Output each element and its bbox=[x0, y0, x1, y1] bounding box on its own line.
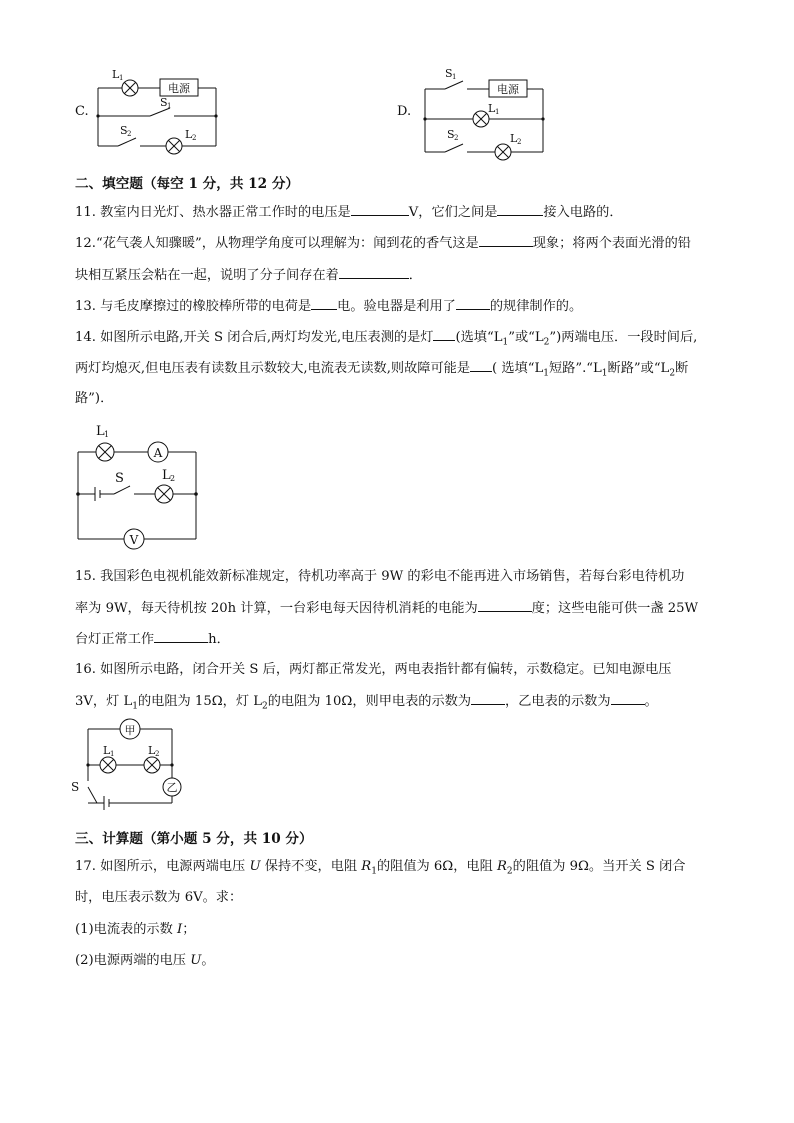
power-source-label: 电源 bbox=[497, 83, 519, 96]
svg-text:V: V bbox=[129, 533, 139, 547]
svg-text:1: 1 bbox=[495, 108, 500, 116]
section-title: 二、填空题（每空 1 分，共 12 分） bbox=[75, 176, 300, 192]
svg-text:2: 2 bbox=[454, 134, 459, 142]
svg-text:1: 1 bbox=[452, 73, 457, 81]
meter-jia-icon bbox=[120, 719, 140, 739]
question-15-line2: 率为 9W，每天待机按 20h 计算，一台彩电每天因待机消耗的电能为 度；这些电能可供一盏 25W bbox=[75, 601, 699, 616]
svg-text:L: L bbox=[148, 744, 156, 757]
lamp-icon bbox=[166, 138, 182, 154]
svg-text:2: 2 bbox=[155, 750, 160, 758]
svg-text:L: L bbox=[488, 102, 496, 115]
meter-yi-icon bbox=[163, 778, 181, 796]
svg-text:2: 2 bbox=[170, 474, 176, 483]
svg-text:S: S bbox=[160, 96, 168, 109]
power-source-label: 电源 bbox=[168, 82, 190, 95]
svg-text:L: L bbox=[96, 424, 105, 439]
question-11: 11. 教室内日光灯、热水器正常工作时的电压是 V，它们之间是 接入电路的． bbox=[75, 205, 623, 220]
lamp-icon bbox=[100, 757, 116, 773]
svg-text:L: L bbox=[162, 468, 171, 483]
section-title: 三、计算题（第小题 5 分，共 10 分） bbox=[75, 831, 313, 847]
question-12-line2: 块相互紧压会粘在一起，说明了分子间存在着 ． bbox=[75, 268, 422, 283]
question-16-line2: 3V，灯 $L_1$的电阻为 15Ω，灯 $L_2$的电阻为 10Ω，则甲电表的示数为 ，乙电表的示数为 。 bbox=[75, 694, 658, 712]
svg-text:1: 1 bbox=[167, 102, 172, 110]
lamp-icon bbox=[473, 111, 489, 127]
question-15-line3: 台灯正常工作 h． bbox=[75, 632, 230, 647]
voltmeter-icon bbox=[124, 529, 144, 549]
question-17-sub1: (1)电流表的示数 I； bbox=[75, 922, 196, 937]
question-15-line1: 15. 我国彩色电视机能效新标准规定，待机功率高于 9W 的彩电不能再进入市场销售，若每台彩电待机功 bbox=[75, 569, 685, 584]
question-17-line2: 时，电压表示数为 6V。求： bbox=[75, 890, 243, 905]
ammeter-icon bbox=[148, 442, 168, 462]
svg-text:A: A bbox=[153, 446, 163, 460]
svg-text:1: 1 bbox=[110, 750, 115, 758]
svg-text:甲: 甲 bbox=[124, 724, 136, 737]
svg-text:L: L bbox=[103, 744, 111, 757]
svg-text:S: S bbox=[120, 124, 128, 137]
lamp-icon bbox=[122, 80, 138, 96]
lamp-icon bbox=[144, 757, 160, 773]
option-d-circuit bbox=[415, 64, 555, 164]
svg-text:1: 1 bbox=[104, 430, 110, 439]
svg-text:1: 1 bbox=[119, 74, 124, 82]
question-13: 13. 与毛皮摩擦过的橡胶棒所带的电荷是 电。验电器是利用了 的规律制作的。 bbox=[75, 299, 583, 314]
option-c-circuit bbox=[90, 66, 230, 162]
svg-text:S: S bbox=[115, 471, 124, 486]
svg-text:S: S bbox=[71, 780, 80, 794]
lamp-icon bbox=[155, 485, 173, 503]
question-12-line1: 12.“花气袭人知骤暖”，从物理学角度可以理解为：闻到花的香气这是 现象；将两个表面光滑的铅 bbox=[75, 236, 691, 251]
q14-circuit bbox=[70, 418, 210, 554]
svg-text:2: 2 bbox=[517, 138, 522, 146]
question-14-line1: 14. 如图所示电路,开关 S 闭合后,两灯均发光,电压表测的是灯 (选填“$L_1$”或“$L_2$”)两端电压．一段时间后, bbox=[75, 330, 698, 348]
svg-text:乙: 乙 bbox=[166, 781, 178, 794]
lamp-icon bbox=[96, 443, 114, 461]
lamp-icon bbox=[495, 144, 511, 160]
svg-text:2: 2 bbox=[192, 134, 197, 142]
svg-text:2: 2 bbox=[127, 130, 132, 138]
option-d-label: D. bbox=[397, 104, 412, 119]
option-c-label: C. bbox=[75, 104, 89, 119]
svg-text:S: S bbox=[445, 67, 453, 80]
question-14-line3: 路”)． bbox=[75, 391, 114, 406]
svg-text:L: L bbox=[510, 132, 518, 145]
question-16-line1: 16. 如图所示电路，闭合开关 S 后，两灯都正常发光，两电表指针都有偏转，示数稳定。已知电源电压 bbox=[75, 662, 672, 677]
question-17-line1: 17. 如图所示，电源两端电压 U 保持不变，电阻 $R_1$的阻值为 6Ω，电阻 $R_2$的阻值为 9Ω。当开关 S 闭合 bbox=[75, 859, 686, 877]
svg-text:L: L bbox=[185, 128, 193, 141]
svg-text:S: S bbox=[447, 128, 455, 141]
question-17-sub2: (2)电源两端的电压 U。 bbox=[75, 953, 215, 968]
svg-text:L: L bbox=[112, 68, 120, 81]
question-14-line2: 两灯均熄灭,但电压表有读数且示数较大,电流表无读数,则故障可能是 ( 选填“$L_1$短路$”.“L_1$断路”或“$L_2$断 bbox=[75, 361, 689, 379]
q16-circuit bbox=[68, 715, 192, 819]
